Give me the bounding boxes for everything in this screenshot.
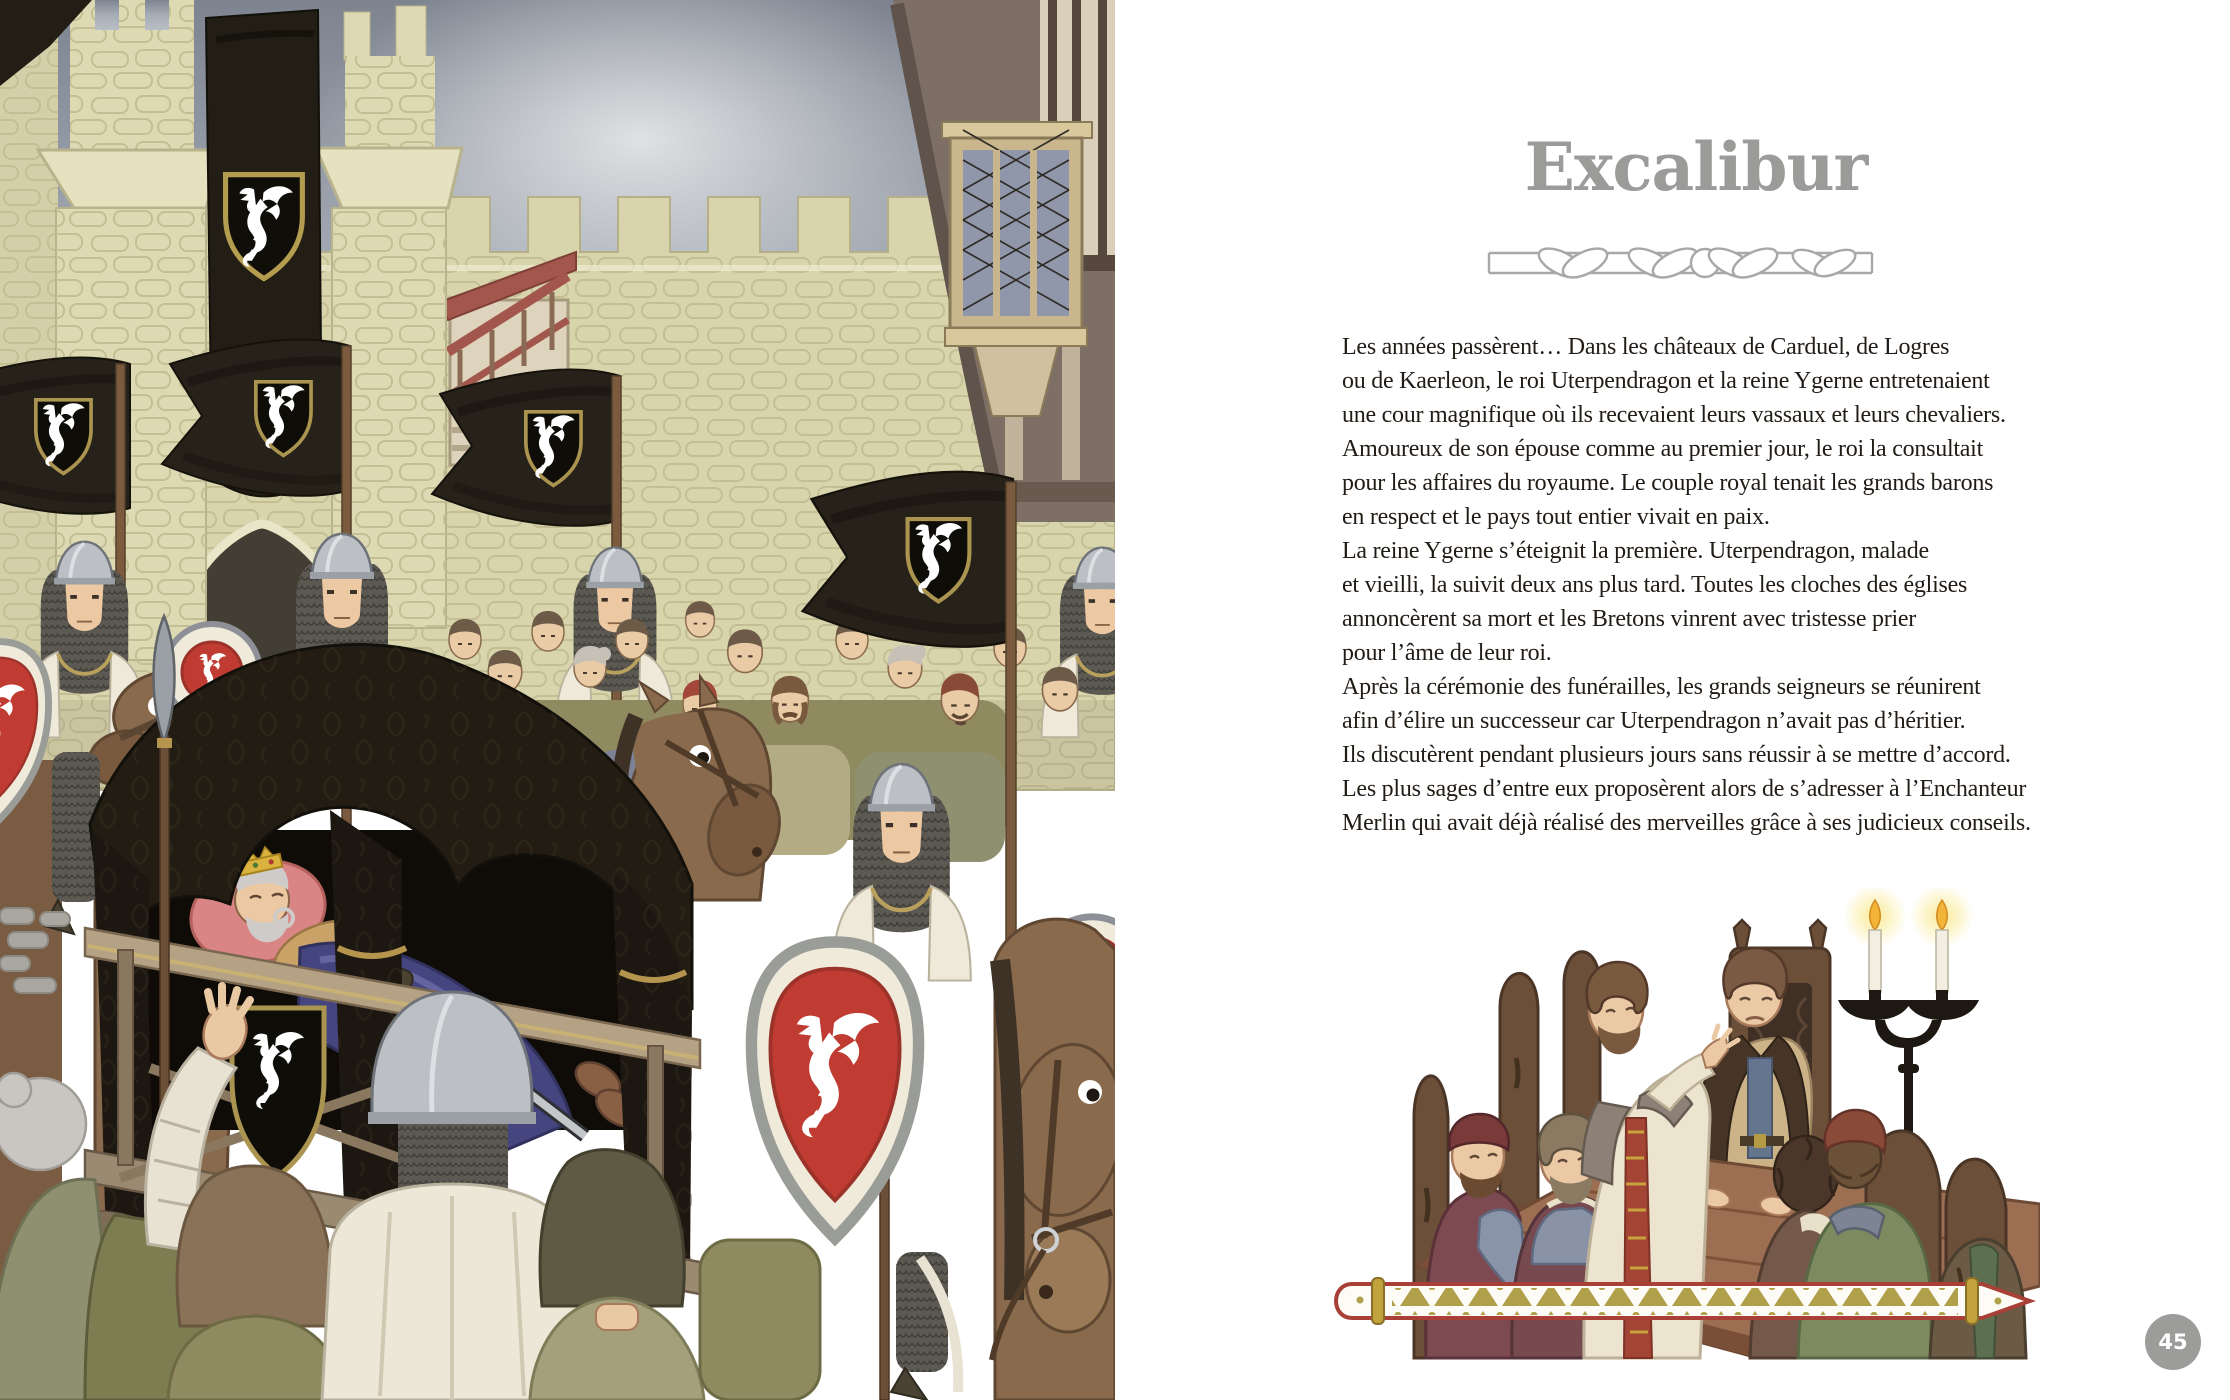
belt-ornament — [1336, 1278, 2030, 1324]
tower-left — [0, 0, 224, 660]
text-line: afin d’élire un successeur car Uterpendragon n’avait pas d’héritier. — [1342, 708, 1966, 734]
text-line: pour les affaires du royaume. Le couple royal tenait les grands barons — [1342, 470, 1994, 496]
text-line: Ils discutèrent pendant plusieurs jours sans réussir à se mettre d’accord. — [1342, 742, 2011, 768]
right-horse — [992, 919, 1115, 1400]
text-line: annoncèrent sa mort et les Bretons vinrent avec tristesse prier — [1342, 606, 1917, 632]
text-line: en respect et le pays tout entier vivait en paix. — [1342, 504, 1770, 530]
rider-leg — [891, 1252, 958, 1400]
text-line: et vieilli, la suivit deux ans plus tard. Toutes les cloches des églises — [1342, 572, 1968, 598]
text-line: Les plus sages d’entre eux proposèrent alors de s’adresser à l’Enchanteur — [1342, 776, 2027, 802]
text-line: Amoureux de son épouse comme au premier jour, le roi la consultait — [1342, 436, 1984, 462]
red-kite-shield — [751, 942, 918, 1238]
text-line: pour l’âme de leur roi. — [1342, 640, 1552, 666]
page-number-badge — [2145, 1314, 2201, 1370]
text-line: ou de Kaerleon, le roi Uterpendragon et la reine Ygerne entretenaient — [1342, 368, 1990, 394]
celtic-knot-ornament — [1483, 240, 1878, 286]
page-title: Excalibur — [1524, 128, 1868, 206]
council-illustration — [1330, 888, 2040, 1360]
page-number: 45 — [2158, 1330, 2188, 1354]
text-line: une cour magnifique où ils recevaient leurs vassaux et leurs chevaliers. — [1342, 402, 2006, 428]
text-line: La reine Ygerne s’éteignit la première. Uterpendragon, malade — [1342, 538, 1929, 564]
text-line: Merlin qui avait déjà réalisé des merveilles grâce à ses judicieux conseils. — [1342, 810, 2031, 836]
right-page — [1115, 0, 2230, 1400]
text-line: Les années passèrent… Dans les châteaux de Carduel, de Logres — [1342, 334, 1950, 360]
story-text — [1342, 330, 2102, 840]
text-line: Après la cérémonie des funérailles, les grands seigneurs se réunirent — [1342, 674, 1981, 700]
